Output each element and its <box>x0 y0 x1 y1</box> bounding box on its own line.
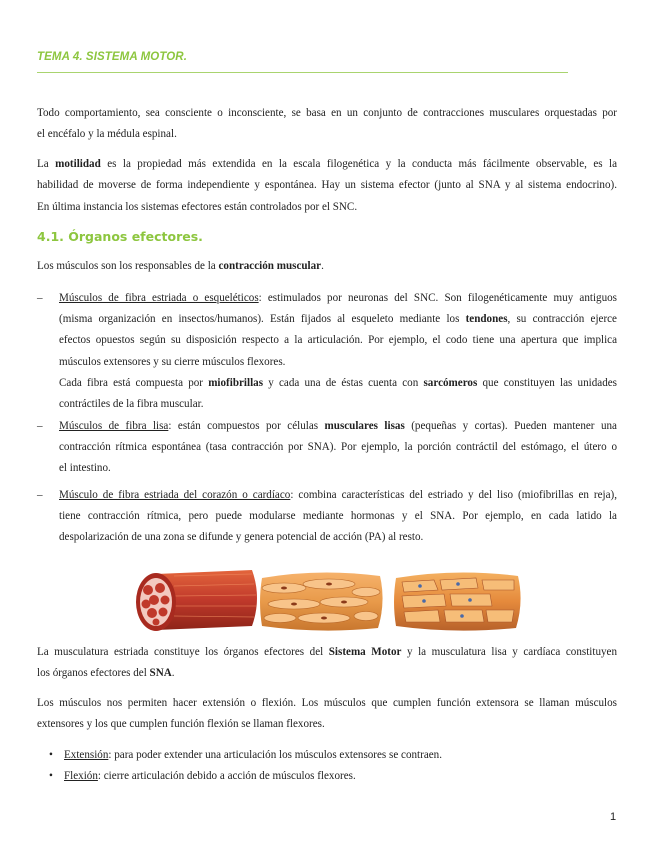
term-cardiaco: Músculo de fibra estriada del corazón o cardíaco <box>59 489 291 501</box>
list-item-cardiaco <box>37 485 617 549</box>
text-run: es la propiedad más extendida en la escala filogenética y la conducta más fácilmente observable, es la <box>100 158 617 170</box>
list-line: despolarización de una zona se difunde y genera potencial de acción (PA) al resto. <box>59 531 424 544</box>
musculatura-line-2 <box>37 663 617 684</box>
title-divider <box>37 72 568 73</box>
cardiac-muscle-image <box>394 572 521 630</box>
motilidad-line-3: En última instancia los sistemas efectores están controlados por el SNC. <box>37 200 358 213</box>
musculos-intro-line <box>37 256 617 277</box>
dash-marker: – <box>37 420 43 432</box>
text-run: los órganos efectores del <box>37 667 150 680</box>
extension-flexion-line-1: Los músculos nos permiten hacer extensión o flexión. Los músculos que cumplen función extensora se llaman músculos <box>37 697 617 709</box>
musculos-intro <box>37 256 617 277</box>
list-line: contráctiles de la fibra muscular. <box>59 398 204 411</box>
musculatura-line-1 <box>37 642 617 663</box>
intro-line-1: Todo comportamiento, sea consciente o inconsciente, se basa en un conjunto de contracciones musculares orquestadas por <box>37 107 617 119</box>
text-run: que constituyen las unidades <box>477 376 617 389</box>
list-line: músculos extensores y su cierre músculos flexores. <box>59 355 286 368</box>
dash-marker: – <box>37 489 43 501</box>
list-item-body <box>59 485 617 549</box>
text-run: , su contracción ejerce <box>507 313 617 326</box>
list-line <box>59 373 617 394</box>
list-item-body <box>59 416 617 480</box>
dash-marker: – <box>37 292 43 304</box>
section-heading: 4.1. Órganos efectores. <box>37 229 203 244</box>
term-miofibrillas: miofibrillas <box>208 376 264 389</box>
text-run: (misma organización en insectos/humanos). Están fijados al esqueleto mediante los <box>59 313 466 326</box>
page-number: 1 <box>610 811 617 823</box>
term-sna: SNA <box>149 667 172 680</box>
bullet-marker: • <box>49 749 53 761</box>
list-line: tiene contracción rítmica, pero puede modularse mediante hormonas y el SNA. Por ejemplo, en cada latido la <box>59 510 617 523</box>
term-motilidad: motilidad <box>55 158 101 170</box>
text-run: (pequeñas y cortas). Pueden mantener una <box>404 420 617 432</box>
term-sarcomeros: sarcómeros <box>423 376 478 389</box>
term-esqueleticos: Músculos de fibra estriada o esqueléticos <box>59 292 259 304</box>
list-line <box>59 309 617 330</box>
text-run: : cierre articulación debido a acción de músculos flexores. <box>97 770 356 782</box>
list-line <box>59 288 617 309</box>
term-tendones: tendones <box>465 313 508 326</box>
motilidad-line-2: habilidad de moverse de forma independiente y espontánea. Hay un sistema efector (junto al SNA y al sistema endocrino). <box>37 179 617 192</box>
bullet-marker: • <box>49 770 53 782</box>
page-title: TEMA 4. SISTEMA MOTOR. <box>37 51 188 63</box>
term-musculares-lisas: musculares lisas <box>324 420 405 432</box>
extension-flexion-line-2: extensores y los que cumplen función flexión se llaman flexores. <box>37 718 325 731</box>
text-run: La <box>37 158 56 170</box>
list-item-fibra-lisa <box>37 416 617 480</box>
text-run: y cada una de éstas cuenta con <box>263 376 424 389</box>
list-item-body <box>59 288 617 415</box>
motilidad-line-1 <box>37 154 617 175</box>
text-run: La musculatura estriada constituye los órganos efectores del <box>37 646 329 658</box>
list-line <box>59 485 617 506</box>
motilidad-paragraph <box>37 154 617 218</box>
term-fibra-lisa: Músculos de fibra lisa <box>59 420 169 432</box>
text-run: y la musculatura lisa y cardíaca constituyen <box>401 646 618 658</box>
bullet-body <box>64 745 609 766</box>
smooth-muscle-image <box>260 572 383 630</box>
text-run: : estimulados por neuronas del SNC. Son filogenéticamente muy antiguos <box>258 292 617 304</box>
list-line: el intestino. <box>59 462 111 475</box>
extension-flexion-paragraph <box>37 693 617 736</box>
bullet-body <box>64 766 609 787</box>
text-run: . <box>321 260 324 272</box>
intro-line-2: el encéfalo y la médula espinal. <box>37 128 177 141</box>
skeletal-muscle-image <box>136 570 257 631</box>
list-line: efectos opuestos según su disposición respecto a la articulación. Por ejemplo, el codo tiene una apertura que implica <box>59 334 617 347</box>
bullet-flexion <box>49 766 609 787</box>
text-run: : combina características del estriado y del liso (miofibrillas en reja), <box>290 489 618 501</box>
musculatura-paragraph <box>37 642 617 685</box>
list-item-esqueleticos <box>37 288 617 415</box>
list-line: contracción rítmica espontánea (tasa contracción por SNA). Por ejemplo, la porción contráctil del estómago, el útero o <box>59 441 617 454</box>
text-run: : para poder extender una articulación los músculos extensores se contraen. <box>108 749 442 761</box>
text-run: Cada fibra está compuesta por <box>59 376 209 389</box>
term-flexion: Flexión <box>64 770 98 782</box>
text-run: Los músculos son los responsables de la <box>37 260 219 272</box>
term-contraccion-muscular: contracción muscular <box>218 260 322 272</box>
bullet-extension <box>49 745 609 766</box>
list-line <box>59 416 617 437</box>
term-sistema-motor: Sistema Motor <box>328 646 402 658</box>
text-run: : están compuestos por células <box>168 420 325 432</box>
text-run: . <box>171 667 175 680</box>
intro-paragraph <box>37 103 617 146</box>
term-extension: Extensión <box>64 749 109 761</box>
muscle-types-illustration <box>134 568 522 634</box>
